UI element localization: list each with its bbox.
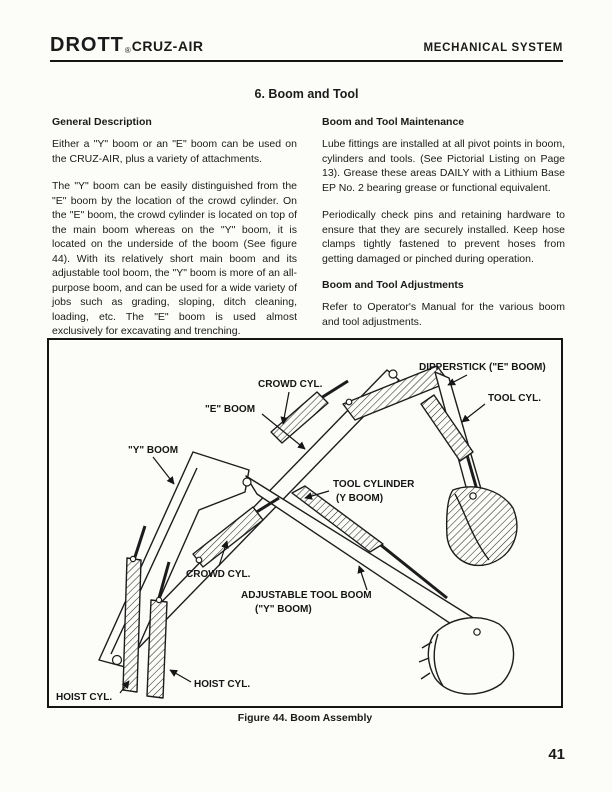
label-y-boom: "Y" BOOM (128, 445, 179, 456)
left-column (52, 116, 297, 352)
y-boom-member (99, 452, 249, 668)
label-adjustable-line1: ADJUSTABLE TOOL BOOM (241, 590, 372, 601)
brand-suffix: CRUZ-AIR (131, 38, 204, 54)
section-title: 6. Boom and Tool (254, 87, 359, 101)
label-e-boom: "E" BOOM (205, 404, 256, 415)
header-rule (50, 60, 563, 62)
general-description-paragraph-1: Either a "Y" boom or an "E" boom can be used on the CRUZ-AIR, plus a variety of attachments. (52, 138, 297, 165)
label-crowd-cyl-top: CROWD CYL. (258, 379, 323, 390)
e-boom-bucket (447, 487, 517, 566)
label-adjustable-line2: ("Y" BOOM) (255, 604, 312, 615)
maintenance-paragraph-2: Periodically check pins and retaining hardware to ensure that they are securely installed. Keep hose clamps tightly fastened to prevent hoses from getting damaged or pinched during operation. (322, 209, 565, 265)
boom-assembly-diagram (49, 340, 561, 706)
maintenance-paragraph-1: Lube fittings are installed at all pivot points in boom, cylinders and tools. (See Pictorial Listing on Page 13). Grease these areas DAILY with a Lithium Base EP No. 2 bearing grease or functional equivalent. (322, 138, 565, 194)
label-dipperstick: DIPPERSTICK ("E" BOOM) (419, 362, 546, 373)
figure-44 (47, 338, 563, 708)
adjustments-heading: Boom and Tool Adjustments (322, 279, 464, 291)
adjustments-paragraph: Refer to Operator's Manual for the various boom and tool adjustments. (322, 301, 565, 328)
figure-caption: Figure 44. Boom Assembly (237, 712, 373, 724)
label-tool-cylinder-y-line1: TOOL CYLINDER (333, 479, 415, 490)
label-hoist-cyl-left: HOIST CYL. (56, 692, 113, 703)
registered-mark: ® (124, 46, 131, 55)
page-number: 41 (548, 746, 565, 763)
general-description-heading: General Description (52, 116, 152, 128)
brand-name: DROTT (50, 34, 124, 56)
brand-logo (50, 34, 203, 57)
label-hoist-cyl-right: HOIST CYL. (194, 679, 251, 690)
label-crowd-cyl-bottom: CROWD CYL. (186, 569, 251, 580)
right-column (322, 116, 565, 342)
maintenance-heading: Boom and Tool Maintenance (322, 116, 465, 128)
label-tool-cyl: TOOL CYL. (488, 393, 541, 404)
y-boom-bucket (419, 618, 514, 694)
general-description-paragraph-2: The "Y" boom can be easily distinguished from the "E" boom by the location of the crowd cylinder. On the "E" boom, the crowd cylinder is located on top of the main boom whereas on the "Y" boom, it is located on the underside of the boom (See figure 44). With its relatively short main boom and its adjustable tool boom, the "Y" boom is more of an all-purpose boom, and can be used for a wide variety of jobs such as grading, sloping, ditch cleaning, loading, etc. The "E" boom is used almost exclusively for excavating and trenching. (52, 180, 297, 337)
label-tool-cylinder-y-line2: (Y BOOM) (336, 493, 384, 504)
document-title: MECHANICAL SYSTEM (423, 42, 563, 54)
